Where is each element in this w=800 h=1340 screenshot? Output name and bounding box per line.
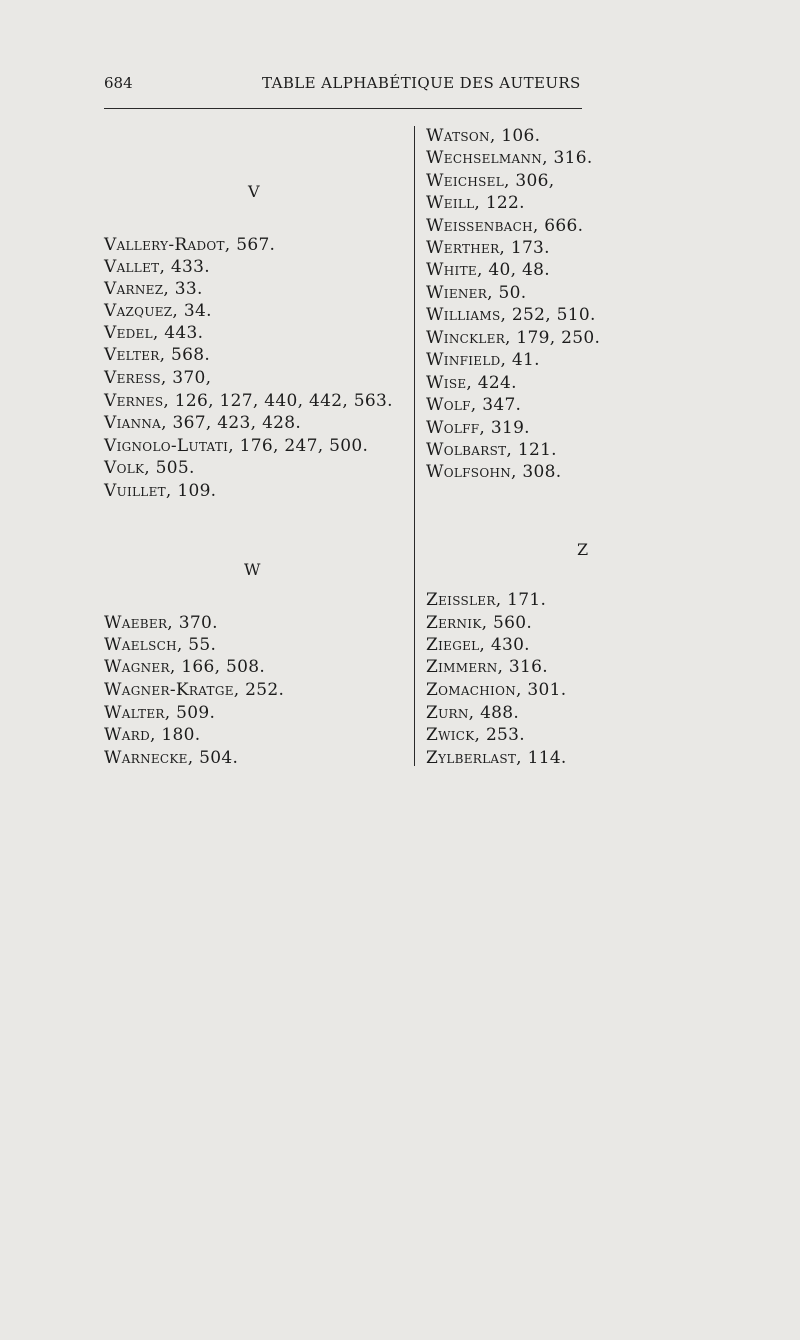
index-entry: Ward, 180. bbox=[104, 725, 201, 745]
page-number: 684 bbox=[104, 74, 133, 92]
index-entry: Ziegel, 430. bbox=[426, 635, 530, 655]
index-entry: Weill, 122. bbox=[426, 193, 525, 213]
index-entry: Zimmern, 316. bbox=[426, 657, 548, 677]
index-entry: Vuillet, 109. bbox=[104, 481, 217, 501]
index-entry: Vianna, 367, 423, 428. bbox=[104, 413, 302, 433]
index-entry: Zernik, 560. bbox=[426, 613, 533, 633]
index-entry: Wolf, 347. bbox=[426, 395, 522, 415]
index-entry: Winckler, 179, 250. bbox=[426, 328, 601, 348]
index-entry: Walter, 509. bbox=[104, 703, 216, 723]
column-divider bbox=[414, 126, 415, 766]
index-entry: Zylberlast, 114. bbox=[426, 748, 567, 768]
header-rule bbox=[104, 108, 582, 109]
index-entry: Varnez, 33. bbox=[104, 279, 203, 299]
index-entry: Zwick, 253. bbox=[426, 725, 525, 745]
index-entry: Waeber, 370. bbox=[104, 613, 218, 633]
index-entry: Warnecke, 504. bbox=[104, 748, 239, 768]
index-entry: Werther, 173. bbox=[426, 238, 550, 258]
index-entry: Zurn, 488. bbox=[426, 703, 520, 723]
index-entry: Wiener, 50. bbox=[426, 283, 527, 303]
index-entry: Veress, 370, bbox=[104, 368, 212, 388]
index-entry: Waelsch, 55. bbox=[104, 635, 217, 655]
index-entry: Wise, 424. bbox=[426, 373, 517, 393]
index-entry: Zomachion, 301. bbox=[426, 680, 567, 700]
index-entry: Vazquez, 34. bbox=[104, 301, 212, 321]
index-entry: Weissenbach, 666. bbox=[426, 216, 584, 236]
index-entry: Vedel, 443. bbox=[104, 323, 204, 343]
index-entry: Velter, 568. bbox=[104, 345, 211, 365]
index-entry: Vallet, 433. bbox=[104, 257, 210, 277]
index-entry: Winfield, 41. bbox=[426, 350, 540, 370]
index-entry: Wagner, 166, 508. bbox=[104, 657, 266, 677]
index-entry: Zeissler, 171. bbox=[426, 590, 547, 610]
running-title: TABLE ALPHABÉTIQUE DES AUTEURS bbox=[262, 74, 581, 92]
section-letter-v: V bbox=[248, 182, 260, 201]
index-entry: White, 40, 48. bbox=[426, 260, 550, 280]
index-entry: Wolbarst, 121. bbox=[426, 440, 557, 460]
index-entry: Weichsel, 306, bbox=[426, 171, 555, 191]
page-header bbox=[104, 74, 582, 96]
index-entry: Volk, 505. bbox=[104, 458, 195, 478]
index-entry: Vernes, 126, 127, 440, 442, 563. bbox=[104, 391, 393, 411]
index-entry: Williams, 252, 510. bbox=[426, 305, 596, 325]
index-entry: Watson, 106. bbox=[426, 126, 541, 146]
index-entry: Wolff, 319. bbox=[426, 418, 530, 438]
index-entry: Vallery-Radot, 567. bbox=[104, 235, 276, 255]
section-letter-z: Z bbox=[577, 540, 589, 559]
section-letter-w: W bbox=[244, 560, 261, 579]
index-entry: Wolfsohn, 308. bbox=[426, 462, 562, 482]
index-entry: Wagner-Kratge, 252. bbox=[104, 680, 285, 700]
index-entry: Vignolo-Lutati, 176, 247, 500. bbox=[104, 436, 369, 456]
index-entry: Wechselmann, 316. bbox=[426, 148, 593, 168]
